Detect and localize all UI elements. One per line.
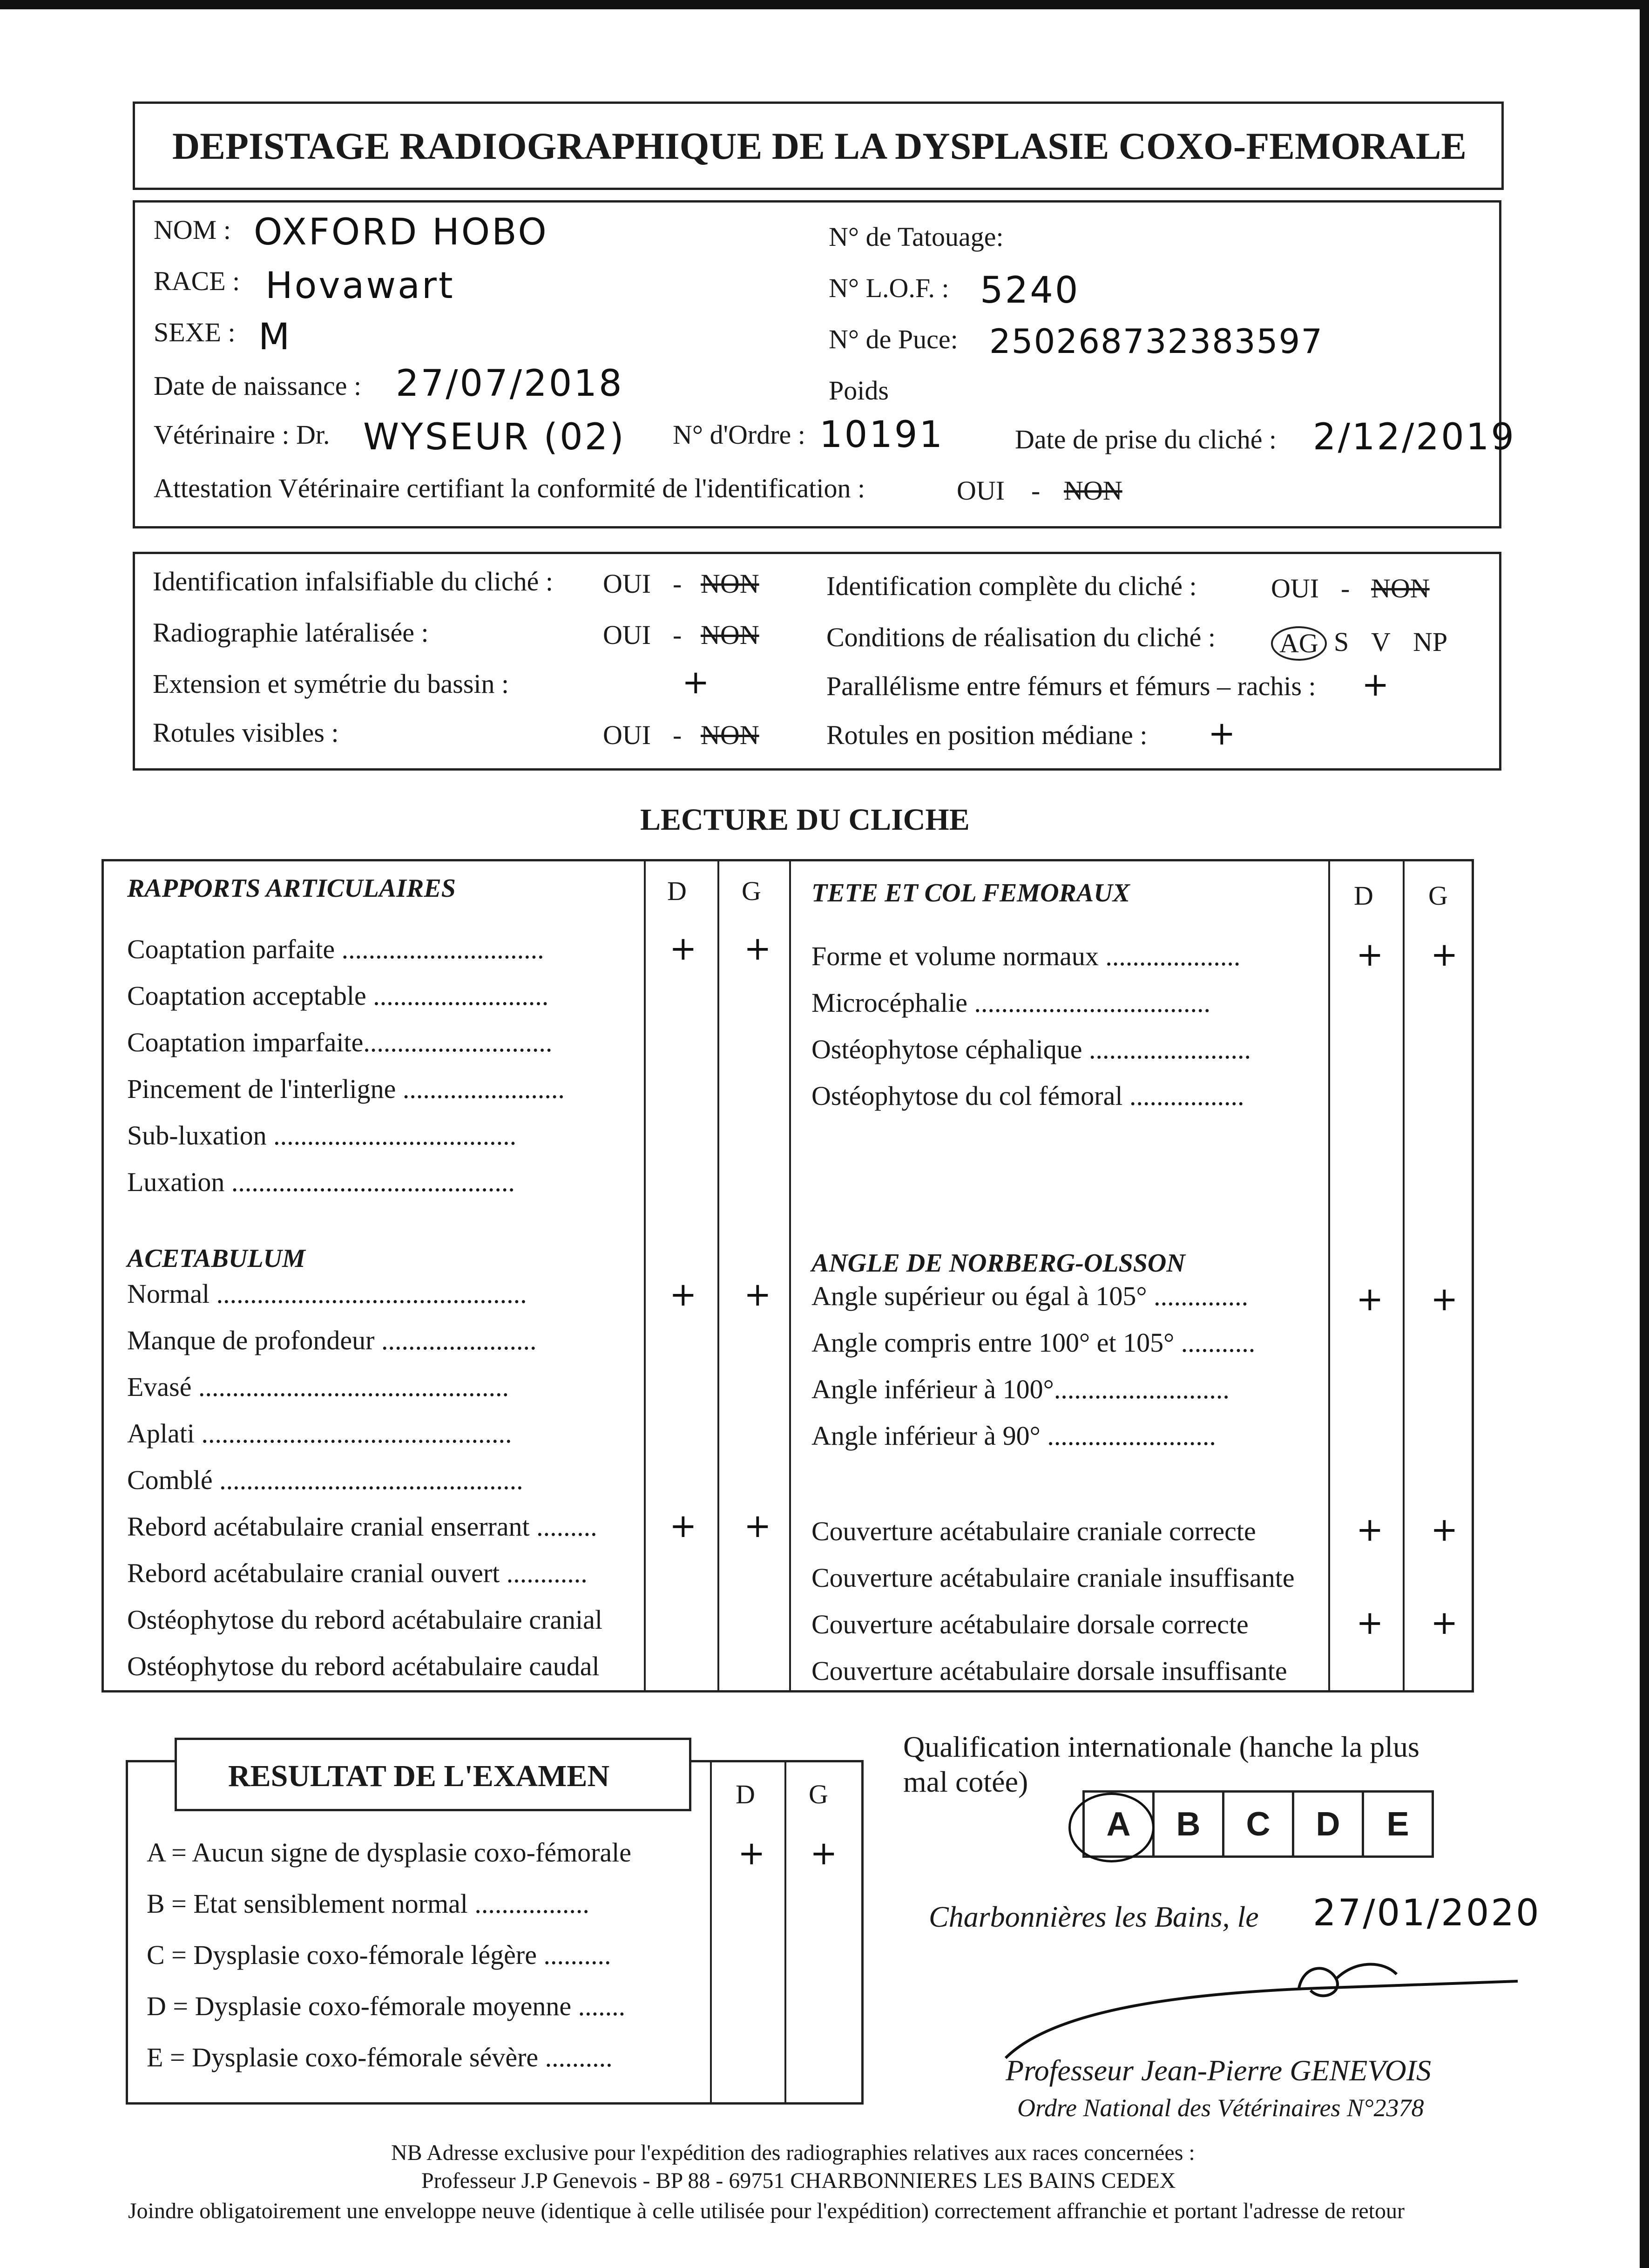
left-col-d: D [667, 876, 687, 906]
page-title: DEPISTAGE RADIOGRAPHIQUE DE LA DYSPLASIE COXO-FEMORALE [172, 125, 1467, 167]
conditions-label: Conditions de réalisation du cliché : [826, 622, 1216, 652]
sexe-value: M [258, 316, 292, 358]
resultat-title: RESULTAT DE L'EXAMEN [228, 1759, 610, 1793]
title-box [133, 102, 1504, 190]
attestation-label: Attestation Vétérinaire certifiant la conformité de l'identification : [154, 473, 865, 503]
nom-value: OXFORD HOBO [254, 211, 548, 253]
divider-middle [789, 861, 791, 1690]
infalsifiable-sep: - [673, 569, 682, 599]
mark-g: + [744, 929, 771, 968]
rotules-oui: OUI [603, 720, 651, 750]
list-item: Microcéphalie ................................... [811, 988, 1210, 1018]
tete-title: TETE ET COL FEMORAUX [811, 879, 1130, 907]
lateralisee-sep: - [673, 620, 682, 650]
right-col-d: D [1354, 880, 1373, 911]
footer-line-3: Joindre obligatoirement une enveloppe neuve (identique à celle utilisée pour l'expédition) correctement affranchie et portant l'adresse de retour [128, 2199, 1405, 2223]
list-item: Couverture acétabulaire craniale insuffisante [811, 1563, 1295, 1593]
mark-g: + [1431, 1510, 1458, 1549]
list-item: Rebord acétabulaire cranial ouvert ............ [127, 1558, 588, 1588]
race-label: RACE : [154, 266, 240, 296]
signature-name: Professeur Jean-Pierre GENEVOIS [1006, 2054, 1431, 2087]
list-item: Aplati .............................................. [127, 1418, 512, 1449]
list-item: Angle inférieur à 90° ......................... [811, 1421, 1216, 1451]
complete-sep: - [1341, 573, 1350, 603]
list-item: Couverture acétabulaire craniale correcte [811, 1516, 1256, 1546]
qualification-label-1: Qualification internationale (hanche la plus [903, 1730, 1419, 1763]
naissance-value: 27/07/2018 [396, 363, 624, 405]
list-item: D = Dysplasie coxo-fémorale moyenne ....... [147, 1991, 626, 2021]
mark-d: + [738, 1834, 765, 1872]
ordre-label: N° d'Ordre : [673, 420, 805, 450]
mark-g: + [1431, 1604, 1458, 1642]
list-item: Comblé ............................................. [127, 1465, 523, 1495]
list-item: E = Dysplasie coxo-fémorale sévère .......... [147, 2042, 613, 2072]
list-item: Couverture acétabulaire dorsale correcte [811, 1609, 1249, 1639]
list-item: Sub-luxation .................................... [127, 1120, 517, 1151]
mediane-label: Rotules en position médiane : [826, 720, 1148, 750]
poids-label: Poids [829, 375, 889, 406]
left-col-g: G [742, 876, 761, 906]
list-item: Coaptation imparfaite............................ [127, 1027, 553, 1057]
norberg-title: ANGLE DE NORBERG-OLSSON [811, 1249, 1185, 1278]
mark-d: + [669, 1275, 697, 1313]
rotules-non: NON [701, 720, 759, 750]
infalsifiable-oui: OUI [603, 569, 651, 599]
acetabulum-title: ACETABULUM [127, 1244, 305, 1273]
scan-top-edge [0, 0, 1649, 9]
divider-left-d [644, 861, 646, 1690]
list-item: Ostéophytose du col fémoral ................. [811, 1081, 1244, 1111]
list-item: Ostéophytose du rebord acétabulaire caudal [127, 1651, 600, 1681]
nom-label: NOM : [154, 215, 231, 245]
mark-g: + [1431, 1280, 1458, 1318]
mark-d: + [669, 929, 697, 968]
resultat-divider-d [710, 1762, 712, 2102]
list-item: Evasé .............................................. [127, 1372, 509, 1402]
complete-oui: OUI [1271, 573, 1319, 603]
grade-b: B [1152, 1790, 1224, 1858]
identity-box [133, 200, 1516, 528]
mark-d: + [669, 1507, 697, 1545]
resultat-divider-g [784, 1762, 786, 2102]
list-item: B = Etat sensiblement normal ................. [147, 1889, 589, 1919]
rapports-title: RAPPORTS ARTICULAIRES [127, 874, 456, 903]
resultat-col-d: D [736, 1779, 755, 1809]
parallelisme-mark: + [1362, 665, 1389, 704]
list-item: Manque de profondeur ....................... [127, 1325, 537, 1355]
condition-s: S [1334, 627, 1349, 657]
tatouage-label: N° de Tatouage: [829, 222, 1004, 252]
condition-np: NP [1413, 627, 1448, 657]
footer-line-2: Professeur J.P Genevois - BP 88 - 69751 CHARBONNIERES LES BAINS CEDEX [421, 2168, 1176, 2193]
mediane-mark: + [1208, 714, 1236, 752]
extension-label: Extension et symétrie du bassin : [153, 669, 509, 699]
complete-non: NON [1371, 573, 1430, 603]
list-item: Coaptation acceptable .......................... [127, 981, 549, 1011]
list-item: Coaptation parfaite .............................. [127, 934, 544, 964]
mark-g: + [744, 1507, 771, 1545]
list-item: Angle compris entre 100° et 105° ........... [811, 1327, 1256, 1358]
attestation-sep: - [1031, 475, 1041, 506]
lof-label: N° L.O.F. : [829, 273, 949, 303]
mark-d: + [1356, 1604, 1384, 1642]
list-item: Couverture acétabulaire dorsale insuffisante [811, 1656, 1287, 1686]
scan-right-edge [1640, 0, 1649, 2268]
mark-d: + [1356, 1510, 1384, 1549]
veterinaire-value: WYSEUR (02) [363, 416, 626, 458]
signature-ordre: Ordre National des Vétérinaires N°2378 [1017, 2094, 1424, 2122]
infalsifiable-non: NON [701, 569, 759, 599]
qualification-label-2: mal cotée) [903, 1765, 1028, 1798]
list-item: Forme et volume normaux .................... [811, 941, 1241, 971]
list-item: C = Dysplasie coxo-fémorale légère .......... [147, 1940, 611, 1970]
signature-place: Charbonnières les Bains, le [929, 1900, 1259, 1933]
race-value: Hovawart [265, 265, 455, 307]
list-item: Angle supérieur ou égal à 105° .............. [811, 1281, 1249, 1311]
lecture-title: LECTURE DU CLICHE [640, 803, 970, 837]
lateralisee-non: NON [701, 620, 759, 650]
checks-box [133, 552, 1501, 771]
mark-g: + [1431, 935, 1458, 974]
resultat-box [126, 1760, 864, 2105]
grade-a: A [1082, 1790, 1155, 1858]
mark-g: + [810, 1834, 838, 1872]
resultat-title-box [175, 1738, 691, 1811]
condition-ag: AG [1271, 626, 1327, 661]
mark-d: + [1356, 1280, 1384, 1318]
puce-label: N° de Puce: [829, 324, 958, 354]
lateralisee-label: Radiographie latéralisée : [153, 617, 429, 648]
right-col-g: G [1428, 880, 1448, 911]
attestation-non: NON [1064, 475, 1122, 506]
veterinaire-label: Vétérinaire : Dr. [154, 420, 330, 450]
rotules-sep: - [673, 720, 682, 750]
grade-e: E [1362, 1790, 1434, 1858]
list-item: A = Aucun signe de dysplasie coxo-fémorale [147, 1837, 631, 1868]
complete-label: Identification complète du cliché : [826, 571, 1197, 601]
footer-line-1: NB Adresse exclusive pour l'expédition des radiographies relatives aux races concernées : [391, 2140, 1195, 2165]
list-item: Luxation .......................................... [127, 1167, 515, 1197]
infalsifiable-label: Identification infalsifiable du cliché : [153, 566, 554, 596]
grade-selected-circle [1068, 1793, 1155, 1862]
grade-d: D [1292, 1790, 1364, 1858]
mark-d: + [1356, 935, 1384, 974]
signature-date: 27/01/2020 [1313, 1892, 1541, 1934]
divider-right-d [1328, 861, 1330, 1690]
naissance-label: Date de naissance : [154, 371, 362, 401]
grade-c: C [1222, 1790, 1294, 1858]
list-item: Ostéophytose céphalique ........................ [811, 1034, 1251, 1064]
puce-value: 250268732383597 [989, 322, 1324, 361]
condition-v: V [1371, 627, 1391, 657]
list-item: Pincement de l'interligne ........................ [127, 1074, 565, 1104]
ordre-value: 10191 [819, 414, 945, 456]
list-item: Angle inférieur à 100°.......................... [811, 1374, 1230, 1404]
divider-left-g [717, 861, 719, 1690]
signature-mark [1001, 1956, 1522, 2063]
lecture-table [101, 859, 1474, 1693]
parallelisme-label: Parallélisme entre fémurs et fémurs – rachis : [826, 671, 1316, 701]
date-cliche-label: Date de prise du cliché : [1015, 424, 1277, 454]
attestation-oui: OUI [957, 475, 1005, 506]
list-item: Normal .............................................. [127, 1279, 527, 1309]
extension-mark: + [682, 663, 710, 701]
resultat-col-g: G [809, 1779, 828, 1809]
list-item: Ostéophytose du rebord acétabulaire cranial [127, 1605, 603, 1635]
mark-g: + [744, 1275, 771, 1313]
divider-right-g [1403, 861, 1405, 1690]
rotules-label: Rotules visibles : [153, 718, 339, 748]
lof-value: 5240 [980, 270, 1080, 311]
list-item: Rebord acétabulaire cranial enserrant ......... [127, 1511, 597, 1542]
lateralisee-oui: OUI [603, 620, 651, 650]
date-cliche-value: 2/12/2019 [1313, 416, 1516, 458]
sexe-label: SEXE : [154, 317, 236, 347]
